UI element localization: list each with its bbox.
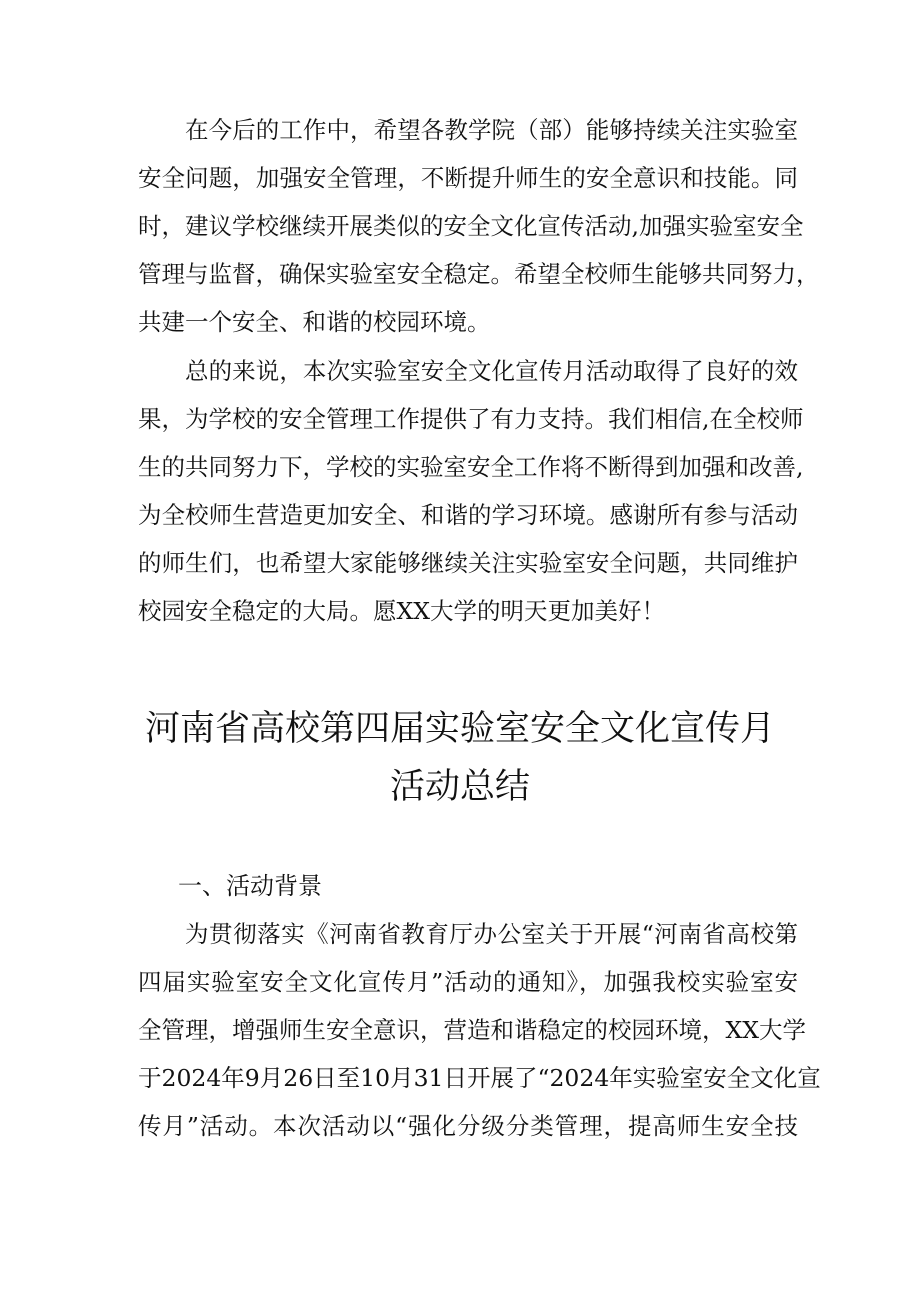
paragraph-future-work — [138, 106, 820, 346]
text-line: 管理与监督，确保实验室安全稳定。希望全校师生能够共同努力， — [138, 260, 820, 288]
text-line: 生的共同努力下，学校的实验室安全工作将不断得到加强和改善, — [138, 453, 804, 481]
text-line: 在今后的工作中，希望各教学院（部）能够持续关注实验室 — [185, 116, 798, 144]
text-line: 时，建议学校继续开展类似的安全文化宣传活动,加强实验室安全 — [138, 212, 804, 240]
text-line: 传月”活动。本次活动以“强化分级分类管理，提高师生安全技 — [138, 1112, 798, 1140]
text-line: 校园安全稳定的大局。愿XX大学的明天更加美好！ — [138, 597, 665, 625]
document-title — [0, 700, 920, 816]
text-line: 的师生们，也希望大家能够继续关注实验室安全问题，共同维护 — [138, 549, 798, 577]
text-line: 全管理，增强师生安全意识，营造和谐稳定的校园环境，XX大学 — [138, 1016, 806, 1044]
text-line: 四届实验室安全文化宣传月”活动的通知》，加强我校实验室安 — [138, 968, 798, 996]
title-line-2: 活动总结 — [389, 767, 530, 807]
text-line: 果，为学校的安全管理工作提供了有力支持。我们相信,在全校师 — [138, 405, 804, 433]
text-line: 为贯彻落实《河南省教育厅办公室关于开展“河南省高校第 — [185, 920, 798, 948]
text-line: 为全校师生营造更加安全、和谐的学习环境。感谢所有参与活动 — [138, 501, 798, 529]
text-line: 安全问题，加强安全管理，不断提升师生的安全意识和技能。同 — [138, 164, 798, 192]
section-heading: 一、活动背景 — [178, 872, 322, 900]
paragraph-background — [138, 910, 821, 1150]
text-line: 于2024年9月26日至10月31日开展了“2024年实验室安全文化宣 — [138, 1064, 821, 1092]
text-line: 共建一个安全、和谐的校园环境。 — [138, 308, 491, 336]
title-line-1: 河南省高校第四届实验室安全文化宣传月 — [144, 709, 775, 749]
text-line: 总的来说，本次实验室安全文化宣传月活动取得了良好的效 — [185, 357, 798, 385]
paragraph-conclusion — [138, 347, 804, 635]
